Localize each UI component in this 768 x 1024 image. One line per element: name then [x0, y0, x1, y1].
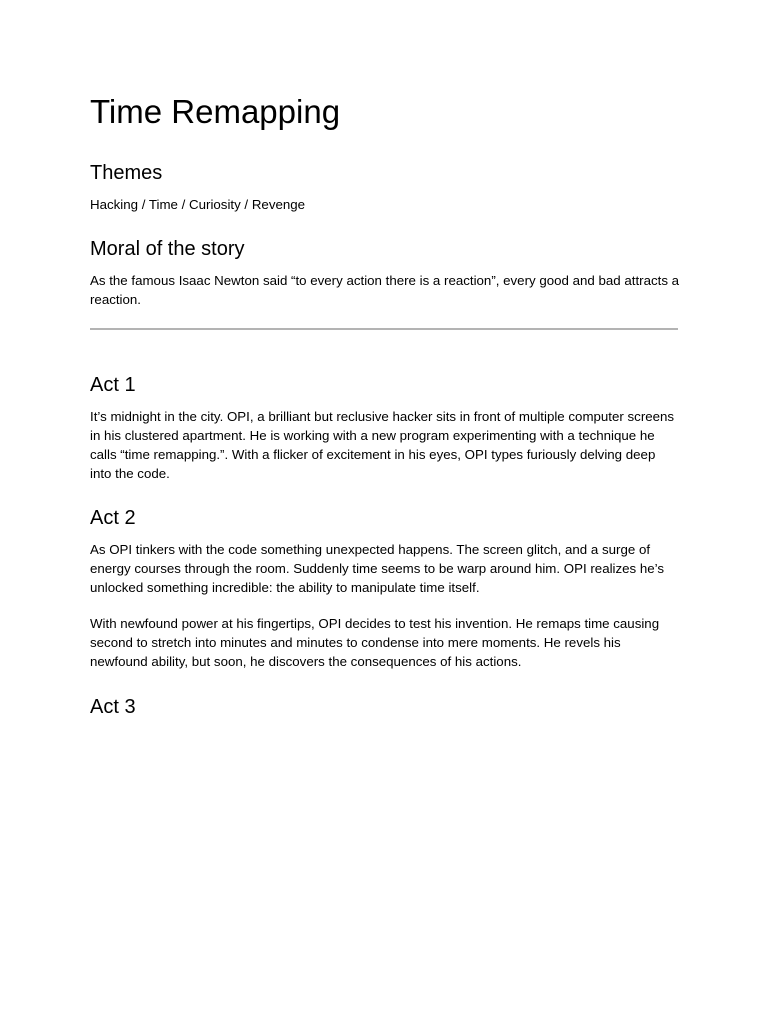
act-2-heading: Act 2 — [90, 507, 136, 529]
moral-text: As the famous Isaac Newton said “to every action there is a reaction”, every good and bad attracts a reaction. — [90, 273, 680, 307]
document-title: Time Remapping — [90, 93, 341, 130]
themes-heading: Themes — [90, 162, 163, 184]
act-1-paragraph: It’s midnight in the city. OPI, a brilliant but reclusive hacker sits in front of multiple computer screens in his clustered apartment. He is working with a new program experimenting with a technique he calls “time remapping.”. With a flicker of excitement in his eyes, OPI types furiously delving deep into the code. — [90, 409, 675, 481]
act-1-heading: Act 1 — [90, 374, 136, 396]
act-2-paragraph-1: As OPI tinkers with the code something unexpected happens. The screen glitch, and a surge of energy courses through the room. Suddenly time seems to be warp around him. OPI realizes he’s unlocked something incredible: the ability to manipulate time itself. — [90, 542, 665, 595]
themes-text: Hacking / Time / Curiosity / Revenge — [90, 197, 306, 212]
moral-heading: Moral of the story — [90, 238, 245, 260]
act-3-heading: Act 3 — [90, 696, 136, 718]
act-2-paragraph-2: With newfound power at his fingertips, OPI decides to test his invention. He remaps time causing second to stretch into minutes and minutes to condense into mere moments. He revels his newfound ability, but soon, he discovers the consequences of his actions. — [90, 616, 660, 669]
horizontal-divider — [90, 328, 678, 330]
